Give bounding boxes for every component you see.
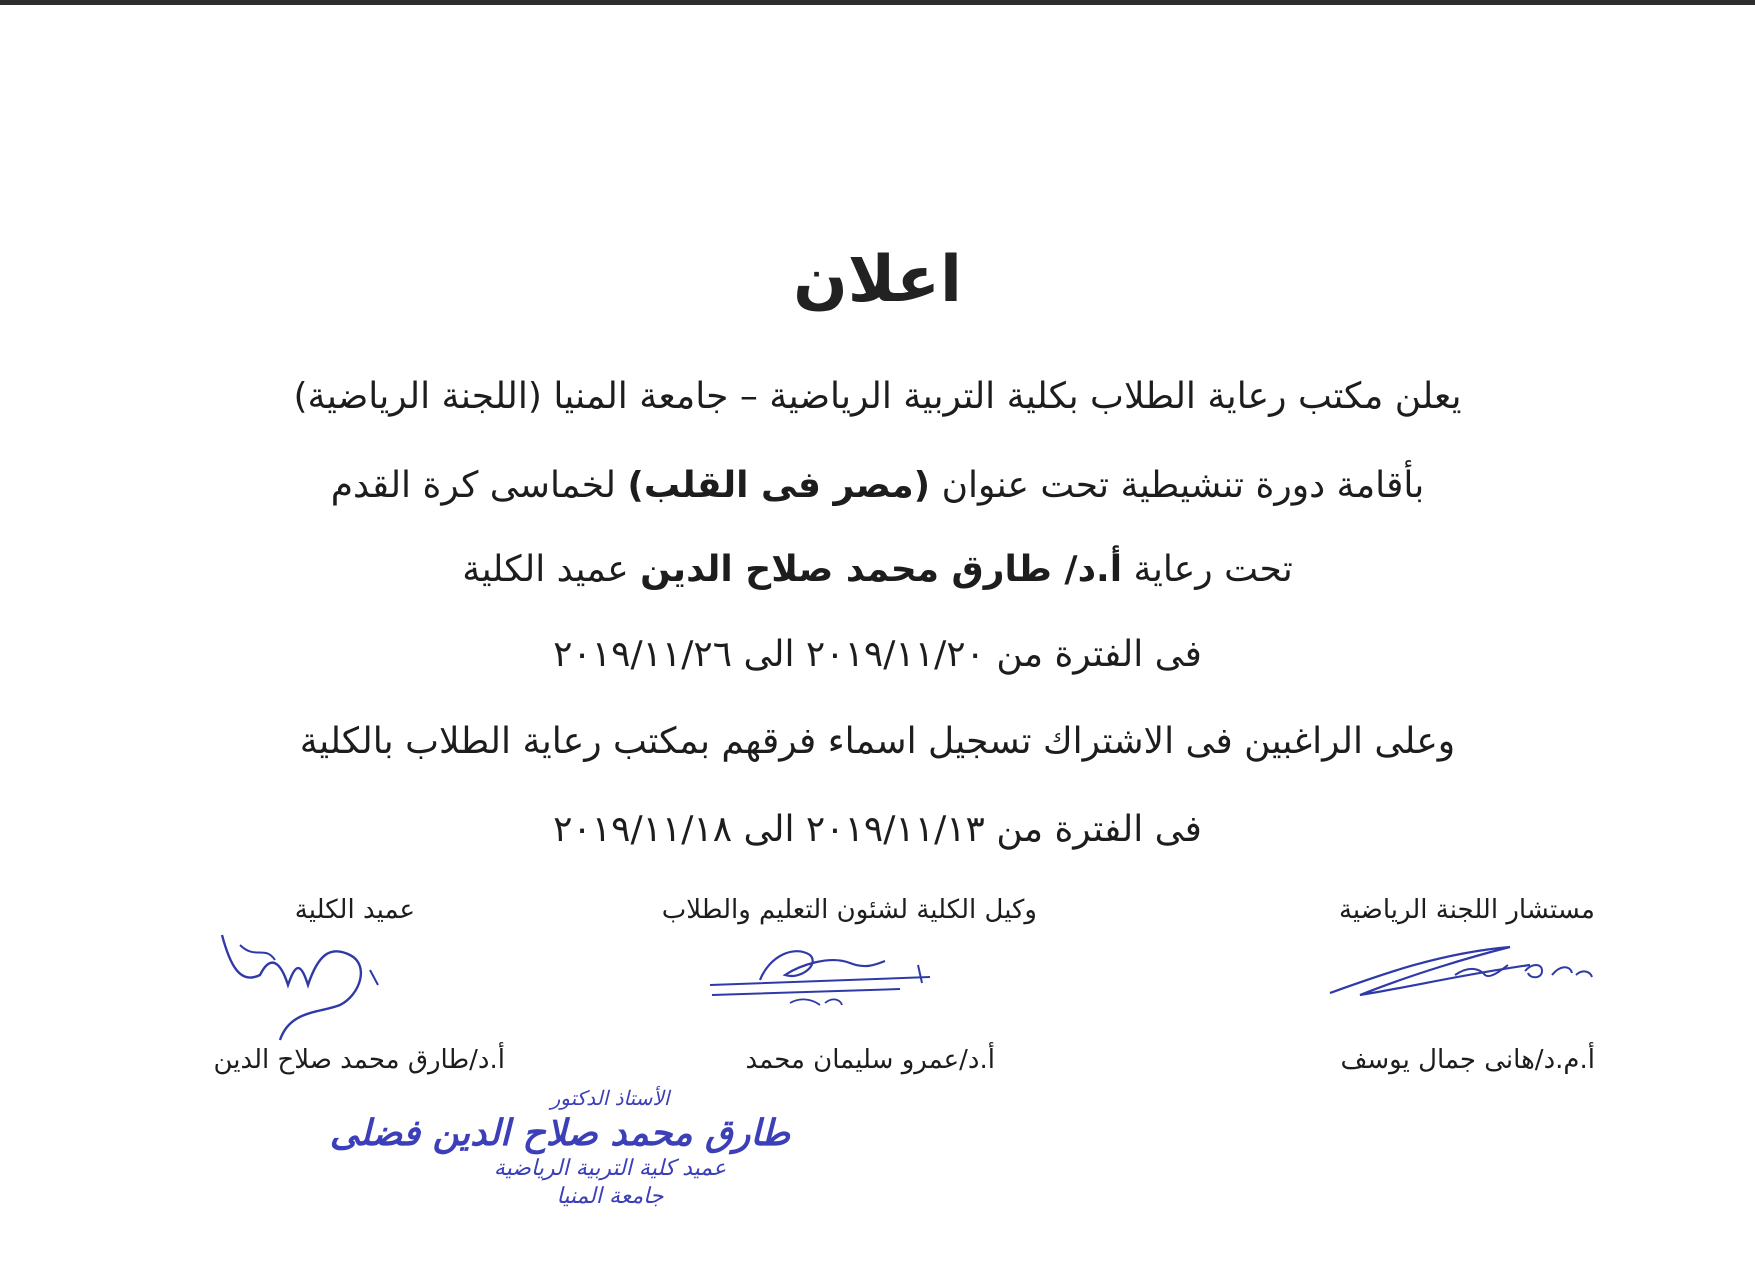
signatory-middle-title: وكيل الكلية لشئون التعليم والطلاب: [661, 895, 1037, 925]
body-line-4-event-dates: فى الفترة من ٢٠١٩/١١/٢٠ الى ٢٠١٩/١١/٢٦: [553, 634, 1202, 675]
course-title: (مصر فى القلب): [627, 465, 931, 506]
scan-top-edge: [0, 0, 1755, 5]
signatory-middle-name: أ.د/عمرو سليمان محمد: [745, 1045, 995, 1075]
line2-before: بأقامة دورة تنشيطية تحت عنوان: [941, 465, 1425, 506]
stamp-line-1: الأستاذ الدكتور: [550, 1086, 670, 1110]
signatory-right-title: مستشار اللجنة الرياضية: [1338, 895, 1595, 925]
signature-middle: [700, 925, 940, 1015]
line2-after: لخماسى كرة القدم: [330, 465, 616, 506]
line3-before: تحت رعاية: [1133, 549, 1293, 590]
body-line-3: [180, 540, 1575, 600]
body-line-5: وعلى الراغبين فى الاشتراك تسجيل اسماء فرقهم بمكتب رعاية الطلاب بالكلية: [299, 721, 1456, 762]
signature-left: [210, 915, 410, 1045]
signatory-left-title: عميد الكلية: [294, 895, 415, 925]
body-line-1: يعلن مكتب رعاية الطلاب بكلية التربية الرياضية – جامعة المنيا (اللجنة الرياضية): [293, 376, 1462, 417]
stamp-line-3: عميد كلية التربية الرياضية: [493, 1156, 727, 1181]
signature-right: [1320, 935, 1600, 1005]
stamp-line-4: جامعة المنيا: [556, 1184, 664, 1209]
stamp-line-2: طارق محمد صلاح الدين فضلى: [329, 1112, 790, 1154]
body-line-6-registration-dates: فى الفترة من ٢٠١٩/١١/١٣ الى ٢٠١٩/١١/١٨: [553, 809, 1202, 850]
body-line-2: [180, 456, 1575, 516]
patron-name: أ.د/ طارق محمد صلاح الدين: [640, 549, 1123, 590]
line3-after: عميد الكلية: [462, 549, 629, 590]
dean-stamp: [329, 1085, 790, 1245]
signatory-left-name: أ.د/طارق محمد صلاح الدين: [213, 1045, 505, 1075]
announcement-title: اعلان: [793, 243, 962, 317]
signatory-right-name: أ.م.د/هانى جمال يوسف: [1340, 1045, 1595, 1075]
